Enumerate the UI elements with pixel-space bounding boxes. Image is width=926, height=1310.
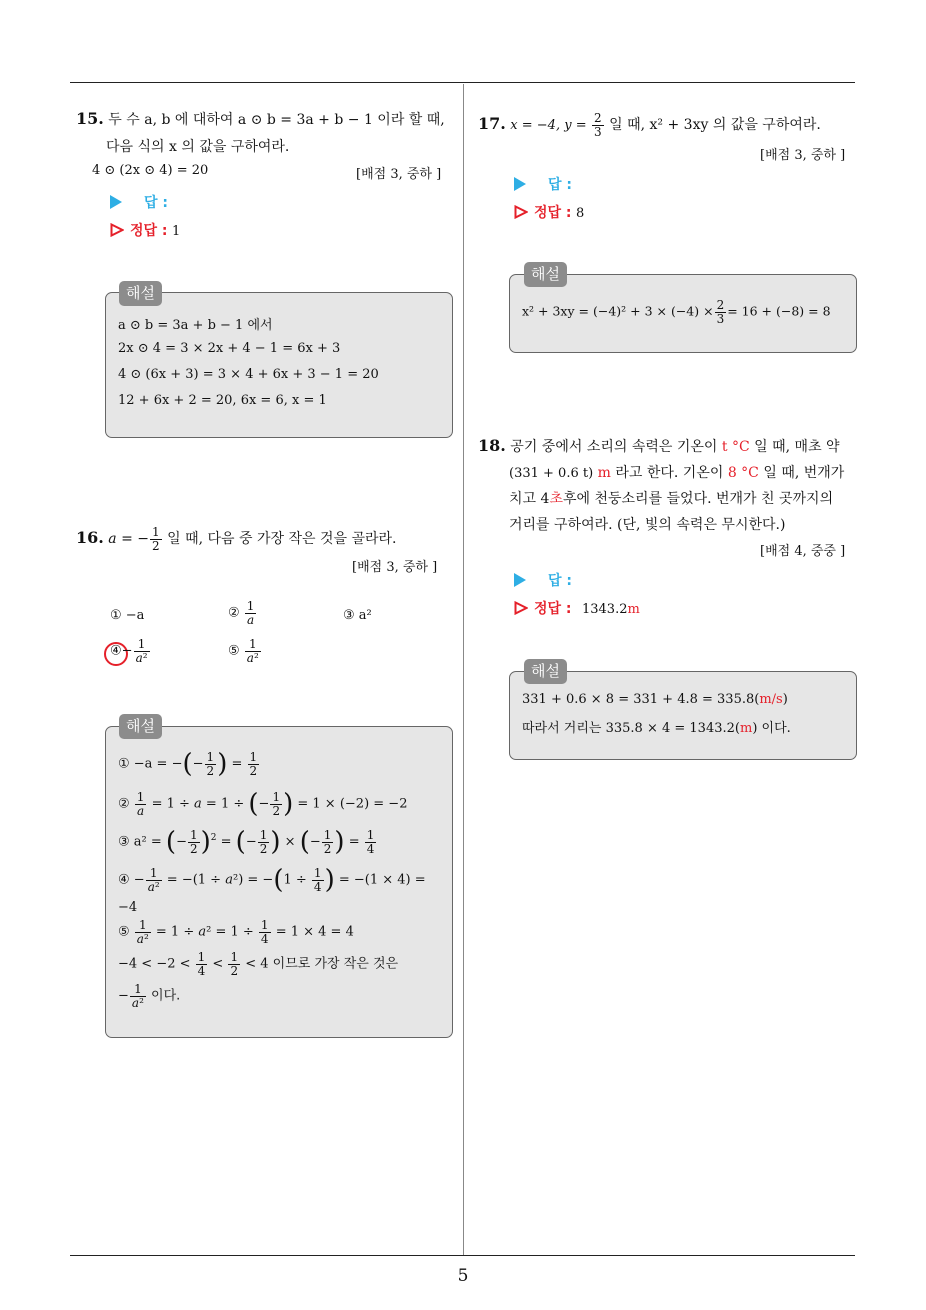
solution-line-2: ② $\frac{1}{a}$ = 1 ÷ a = 1 ÷ (− $\frac{1}{2}$ ) = 1 × (−2) = −2 bbox=[118, 789, 408, 819]
question-text-2: 다음 식의 x 의 값을 구하여라. bbox=[106, 139, 290, 155]
question-text: m bbox=[597, 465, 611, 481]
solution-text: 따라서 거리는 335.8 × 4 = 1343.2( bbox=[522, 721, 740, 736]
correct-row bbox=[514, 202, 584, 222]
question-text-3 bbox=[509, 488, 833, 508]
correct-value: 8 bbox=[575, 206, 585, 221]
solution-tag: 해설 bbox=[524, 659, 567, 684]
solution-text: ① −a = − bbox=[118, 756, 183, 772]
solution-box bbox=[509, 671, 857, 760]
solution-text: ④ − bbox=[118, 872, 145, 888]
answer-row bbox=[514, 174, 572, 194]
solution-line: 4 ⊙ (6x + 3) = 3 × 4 + 6x + 3 − 1 = 20 bbox=[118, 367, 379, 382]
correct-unit: m bbox=[627, 602, 640, 617]
question-text: 라고 한다. 기온이 bbox=[615, 465, 724, 481]
question-text: 치고 bbox=[509, 491, 537, 507]
question-lead: x = −4, y = bbox=[510, 118, 587, 134]
correct-value: 1343.2 bbox=[581, 602, 628, 617]
question-text: 일 때, 다음 중 가장 작은 것을 골라라. bbox=[167, 531, 397, 548]
solution-text: x² + 3xy = (−4)² + 3 × (−4) × bbox=[522, 303, 714, 319]
choice-5[interactable]: ⑤ $\frac{1}{\text{a²}}$ bbox=[228, 637, 259, 665]
question-text: 일 때, x² + 3xy 의 값을 구하여라. bbox=[609, 117, 821, 134]
correct-row bbox=[514, 598, 640, 618]
choice-marker: ② bbox=[228, 605, 240, 621]
solution-box bbox=[105, 726, 453, 1038]
solution-text: ⑤ bbox=[118, 924, 134, 940]
solution-box bbox=[105, 292, 453, 438]
column-divider bbox=[463, 84, 464, 1256]
score-label: [배점 4, 중중 ] bbox=[760, 544, 846, 559]
question-text: 일 때, 매초 약 bbox=[754, 439, 840, 455]
question-text: 두 수 a, b 에 대하여 a ⊙ b = 3a + b − 1 이라 할 때, bbox=[108, 112, 445, 128]
choice-4[interactable]: ④− $\frac{1}{\text{a²}}$ bbox=[110, 637, 148, 665]
solution-line-1: ① −a = −(− $\frac{1}{2}$ ) = $\frac{1}{2}$ bbox=[118, 749, 258, 779]
solution-line bbox=[522, 717, 791, 736]
question-text-4: 거리를 구하여라. (단, 빛의 속력은 무시한다.) bbox=[509, 517, 786, 533]
correct-label: 정답 : bbox=[534, 601, 572, 617]
solution-line-5: ⑤ $\frac{1}{\text{a²}}$ = 1 ÷ a² = 1 ÷ $\frac{1}{4}$ = 1 × 4 = 4 bbox=[118, 918, 354, 946]
frac-num: 1 bbox=[152, 525, 160, 539]
question-text: t °C bbox=[721, 439, 750, 455]
question-lead: a = − bbox=[108, 531, 150, 548]
question-number: 17. bbox=[478, 114, 506, 134]
solution-text: m/s bbox=[759, 692, 783, 707]
score-label: [배점 3, 중하 ] bbox=[352, 560, 438, 575]
frac-den: 2 bbox=[152, 538, 160, 553]
question-number: 18. bbox=[478, 436, 506, 455]
solution-text: = 16 + (−8) = 8 bbox=[727, 303, 831, 319]
question-text: (331 + 0.6 t) bbox=[509, 466, 594, 481]
solution-line-3: ③ a² = (− $\frac{1}{2}$ )$^2$ = (− $\frac{1}{2}$ ) × (− $\frac{1}{2}$ ) = $\frac{1}{4}$ bbox=[118, 827, 375, 857]
choice-2[interactable]: ② $\frac{1}{a}$ bbox=[228, 599, 255, 627]
solution-tag: 해설 bbox=[119, 281, 162, 306]
bottom-rule bbox=[70, 1255, 855, 1256]
choice-3[interactable]: ③ a² bbox=[343, 608, 372, 623]
solution-text: ) bbox=[782, 692, 788, 707]
play-arrow-icon bbox=[514, 573, 526, 587]
question-number: 15. bbox=[76, 109, 104, 128]
question-number: 16. bbox=[76, 528, 104, 548]
correct-row bbox=[110, 220, 180, 240]
solution-line-4b: −4 bbox=[118, 900, 138, 915]
score-label: [배점 3, 중하 ] bbox=[760, 148, 846, 163]
solution-tag: 해설 bbox=[524, 262, 567, 287]
answer-label: 답 : bbox=[548, 177, 572, 193]
correct-label: 정답 : bbox=[534, 205, 572, 221]
outline-arrow-icon bbox=[110, 223, 124, 237]
outline-arrow-icon bbox=[514, 205, 528, 219]
solution-line-4: ④ − $\frac{1}{\text{a²}}$ = −(1 ÷ a²) = −(1 ÷ $\frac{1}{4}$ ) = −(1 × 4) = bbox=[118, 865, 426, 895]
solution-text: ) 이다. bbox=[752, 721, 791, 736]
solution-line: 12 + 6x + 2 = 20, 6x = 6, x = 1 bbox=[118, 393, 327, 408]
score-label: [배점 3, 중하 ] bbox=[356, 167, 442, 182]
outline-arrow-icon bbox=[514, 601, 528, 615]
solution-line: 2x ⊙ 4 = 3 × 2x + 4 − 1 = 6x + 3 bbox=[118, 341, 341, 356]
solution-line bbox=[522, 692, 788, 707]
question-text: 4 bbox=[540, 491, 550, 507]
solution-text: −4 < −2 < bbox=[118, 956, 191, 972]
solution-text: 이다. bbox=[151, 988, 181, 1004]
solution-text: ③ a² = bbox=[118, 834, 166, 850]
solution-text: 331 + 0.6 × 8 = 331 + 4.8 = 335.8( bbox=[522, 692, 760, 707]
play-arrow-icon bbox=[110, 195, 122, 209]
answer-label: 답 : bbox=[144, 195, 168, 211]
solution-text: 이므로 가장 작은 것은 bbox=[272, 956, 399, 972]
question-text-2 bbox=[509, 462, 844, 482]
question-expression: 4 ⊙ (2x ⊙ 4) = 20 bbox=[92, 163, 209, 178]
correct-label: 정답 : bbox=[130, 223, 168, 239]
question-text: 초 bbox=[549, 491, 563, 507]
solution-line: a ⊙ b = 3a + b − 1 에서 bbox=[118, 318, 273, 333]
solution-text: ② bbox=[118, 796, 134, 812]
choice-1[interactable]: ① −a bbox=[110, 608, 145, 623]
choice-marker: ④ bbox=[110, 643, 122, 659]
solution-line: x² + 3xy = (−4)² + 3 × (−4) × $\frac{2}{3}$ = 16 + (−8) = 8 bbox=[522, 298, 831, 326]
correct-value: 1 bbox=[171, 224, 181, 239]
question-text: 일 때, 번개가 bbox=[763, 465, 845, 481]
solution-tag: 해설 bbox=[119, 714, 162, 739]
solution-text: m bbox=[739, 721, 753, 736]
top-rule bbox=[70, 82, 855, 83]
answer-row bbox=[110, 192, 168, 212]
question-text: 8 °C bbox=[727, 465, 759, 481]
answer-row bbox=[514, 570, 572, 590]
solution-line-6: −4 < −2 < $\frac{1}{4}$ < $\frac{1}{2}$ < 4 이므로 가장 작은 것은 bbox=[118, 950, 399, 978]
answer-label: 답 : bbox=[548, 573, 572, 589]
page-number: 5 bbox=[457, 1266, 469, 1286]
question-text: 공기 중에서 소리의 속력은 기온이 bbox=[510, 439, 718, 455]
solution-line-7: − $\frac{1}{\text{a²}}$ 이다. bbox=[118, 982, 181, 1010]
choice-marker: ⑤ bbox=[228, 643, 240, 659]
question-text: 후에 천둥소리를 들었다. 번개가 친 곳까지의 bbox=[562, 491, 834, 507]
play-arrow-icon bbox=[514, 177, 526, 191]
